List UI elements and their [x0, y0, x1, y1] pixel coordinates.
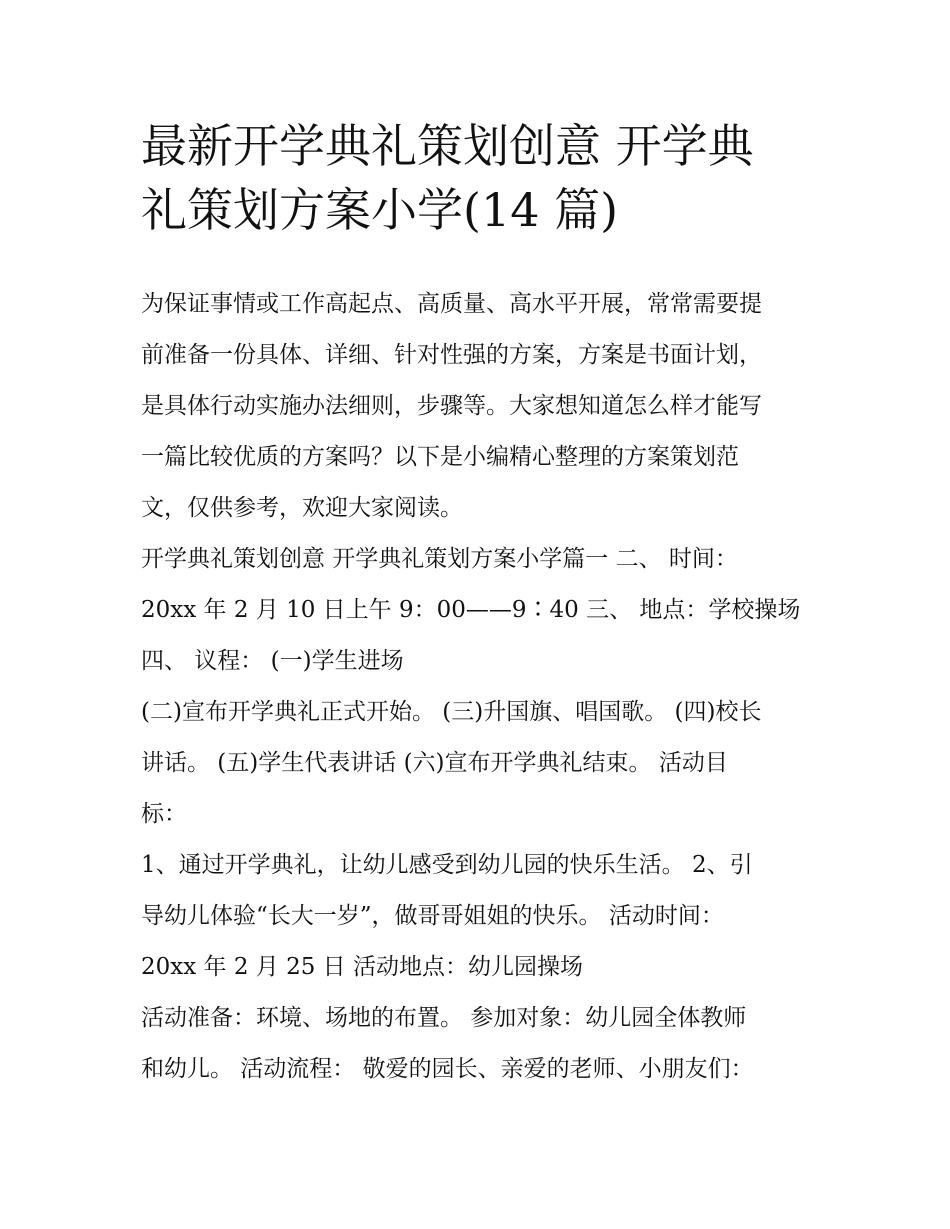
body-line-14: 20xx 年 2 月 25 日 活动地点：幼儿园操场: [141, 954, 583, 980]
body-line-12: 1、通过开学典礼，让幼儿感受到幼儿园的快乐生活。 2、引: [141, 852, 753, 878]
body-line-11: 标：: [141, 801, 187, 827]
body-line-9: (二)宣布开学典礼正式开始。 (三)升国旗、唱国歌。 (四)校长: [141, 699, 762, 725]
body-line-4: 一篇比较优质的方案吗？以下是小编精心整理的方案策划范: [141, 444, 739, 470]
title-line-2: 礼策划方案小学(14 篇): [141, 183, 619, 237]
body-line-15: 活动准备：环境、场地的布置。 参加对象：幼儿园全体教师: [141, 1005, 747, 1031]
body-line-2: 前准备一份具体、详细、针对性强的方案，方案是书面计划，: [141, 342, 762, 368]
body-line-7: 20xx 年 2 月 10 日上午 9：00——9∶40 三、 地点：学校操场: [141, 597, 801, 623]
body-line-5: 文，仅供参考，欢迎大家阅读。: [141, 495, 463, 521]
body-line-1: 为保证事情或工作高起点、高质量、高水平开展，常常需要提: [141, 291, 762, 317]
document-body: [141, 279, 841, 1095]
body-line-8: 四、 议程： (一)学生进场: [141, 648, 404, 674]
body-line-10: 讲话。 (五)学生代表讲话 (六)宣布开学典礼结束。 活动目: [141, 750, 728, 776]
body-line-13: 导幼儿体验“长大一岁”，做哥哥姐姐的快乐。 活动时间：: [141, 903, 724, 929]
body-line-3: 是具体行动实施办法细则，步骤等。大家想知道怎么样才能写: [141, 393, 762, 419]
document-title: [141, 114, 831, 242]
title-line-1: 最新开学典礼策划创意 开学典: [141, 119, 754, 173]
body-line-16: 和幼儿。 活动流程： 敬爱的园长、亲爱的老师、小朋友们：: [141, 1056, 754, 1082]
body-line-6: 开学典礼策划创意 开学典礼策划方案小学篇一 二、 时间：: [141, 546, 738, 572]
